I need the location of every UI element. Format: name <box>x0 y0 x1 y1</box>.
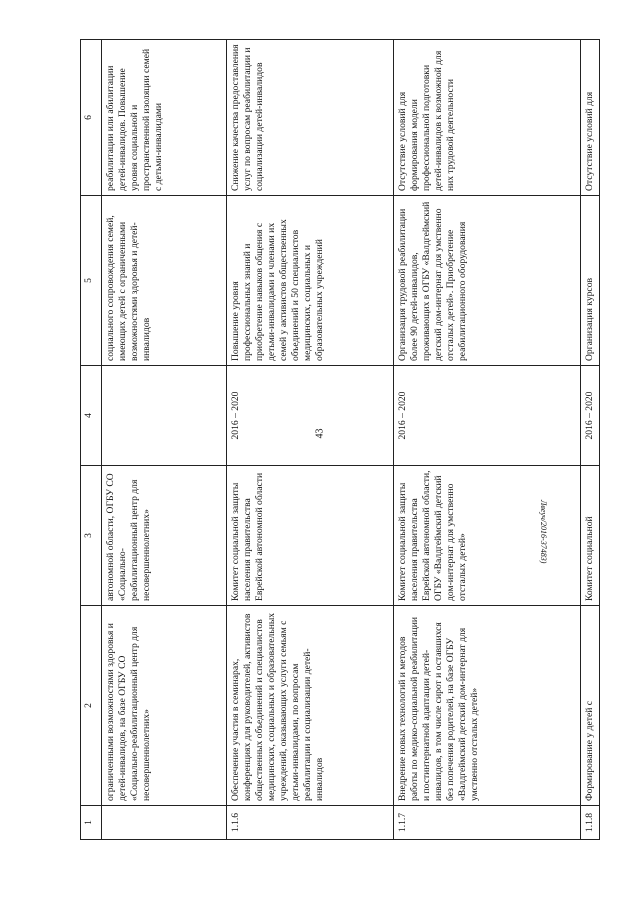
table-row <box>102 40 227 840</box>
col-header-1: 1 <box>81 806 102 840</box>
col-header-3: 3 <box>81 466 102 606</box>
row-number <box>102 806 227 840</box>
consequences-cell: Снижение качества предоставления услуг по вопросам реабилитации и социализации детей-инвалидов <box>227 40 394 196</box>
consequences-cell: реабилитации или абилитации детей-инвалидов. Повышение уровня социальной и пространственной изоляции семей с детьми-инвалидами <box>102 40 227 196</box>
page-number: 43 <box>314 428 326 439</box>
result-cell: Организация трудовой реабилитации более 90 детей-инвалидов, проживающих в ОГБУ «Валдгеймский детский дом-интернат для умственно отсталых детей». Приобретение реабилитационного оборудования <box>394 196 581 366</box>
col-header-4: 4 <box>81 366 102 466</box>
col-header-2: 2 <box>81 606 102 806</box>
col-header-6: 6 <box>81 40 102 196</box>
result-cell: Организация курсов <box>581 196 600 366</box>
row-number: 1.1.6 <box>227 806 394 840</box>
activity-cell: ограниченными возможностями здоровья и детей-инвалидов, на базе ОГБУ СО «Социально-реабилитационный центр для несовершеннолетних» <box>102 606 227 806</box>
period-cell: 2016 – 2020 <box>227 366 394 466</box>
executor-cell: Комитет социальной защиты населения правительства Еврейской автономной области <box>227 466 394 606</box>
consequences-cell: Отсутствие условий для <box>581 40 600 196</box>
document-code: Лвеуч/2016-37483) <box>539 500 548 564</box>
period-cell: 2016 – 2020 <box>394 366 581 466</box>
period-cell <box>102 366 227 466</box>
consequences-cell: Отсутствие условий для формирования модели профессиональной подготовки детей-инвалидов к возможной для них трудовой деятельности <box>394 40 581 196</box>
header-row <box>81 40 102 840</box>
period-cell: 2016 – 2020 <box>581 366 600 466</box>
result-cell: Повышение уровня профессиональных знаний и приобретение навыков общения с детьми-инвалидами и членами их семей у активистов общественных объединений и 50 специалистов медицинских, социальных и образовательных учреждений <box>227 196 394 366</box>
col-header-5: 5 <box>81 196 102 366</box>
activity-cell: Формирование у детей с <box>581 606 600 806</box>
executor-cell: Комитет социальной защиты населения правительства Еврейской автономной области, ОГБУ «Валдгеймский детский дом-интернат для умственно отсталых детей» <box>394 466 581 606</box>
row-number: 1.1.8 <box>581 806 600 840</box>
row-number: 1.1.7 <box>394 806 581 840</box>
measures-table <box>80 39 600 840</box>
activity-cell: Внедрение новых технологий и методов работы по медико-социальной реабилитации и постинтернатной адаптации детей-инвалидов, в том числе сирот и оставшихся без попечения родителей, на базе ОГБУ «Валдгеймский детский дом-интернат для умственно отсталых детей» <box>394 606 581 806</box>
executor-cell: автономной области, ОГБУ СО «Социально-реабилитационный центр для несовершеннолетних» <box>102 466 227 606</box>
result-cell: социального сопровождения семей, имеющих детей с ограниченными возможностями здоровья и детей-инвалидов <box>102 196 227 366</box>
table-row <box>227 40 394 840</box>
table-row <box>581 40 600 840</box>
table-row <box>394 40 581 840</box>
executor-cell: Комитет социальной <box>581 466 600 606</box>
activity-cell: Обеспечение участия в семинарах, конференциях для руководителей, активистов общественных объединений и специалистов медицинских, социальных и образовательных учреждений, оказывающих услуги семьям с детьми-инвалидами, по вопросам реабилитации и социализации детей-инвалидов <box>227 606 394 806</box>
